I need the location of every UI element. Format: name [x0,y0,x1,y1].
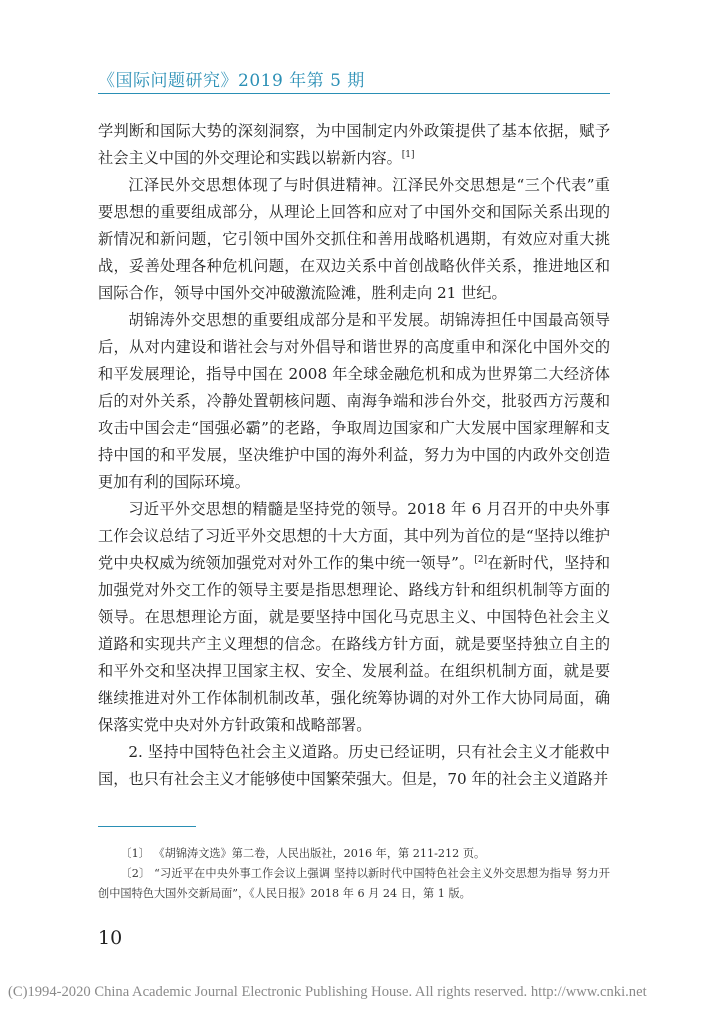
footnote-2: 〔2〕 “习近平在中央外事工作会议上强调 坚持以新时代中国特色社会主义外交思想为指导 努力开创中国特色大国外交新局面”，《人民日报》2018 年 6 月 24 日，第 1 版。 [98,867,610,900]
header-rule [98,93,610,94]
paragraph-3: 胡锦涛外交思想的重要组成部分是和平发展。胡锦涛担任中国最高领导后，从对内建设和谐社会与对外倡导和谐世界的高度重申和深化中国外交的和平发展理论，指导中国在 2008 年全球金融危机和成为世界第二大经济体后的对外关系，冷静处置朝核问题、南海争端和涉台外交，批驳西方污蔑和攻击中国会走“国强必霸”的老路，争取周边国家和广大发展中国家理解和支持中国的和平发展，坚决维护中国的海外利益，努力为中国的内政外交创造更加有利的国际环境。 [98,311,610,491]
paragraph-4 [98,496,610,739]
paragraph-5: 2. 坚持中国特色社会主义道路。历史已经证明，只有社会主义才能救中国，也只有社会主义才能够使中国繁荣强大。但是，70 年的社会主义道路并 [98,743,610,788]
footnote-rule [98,826,196,827]
footnote-ref-1[interactable]: [1] [401,149,415,160]
paragraph-4-text-b: 在新时代，坚持和加强党对外交工作的领导主要是指思想理论、路线方针和组织机制等方面的领导。在思想理论方面，就是要坚持中国化马克思主义、中国特色社会主义道路和实现共产主义理想的信念。在路线方针方面，就是要坚持独立自主的和平外交和坚决捍卫国家主权、安全、发展利益。在组织机制方面，就是要继续推进对外工作体制机制改革，强化统筹协调的对外工作大协同局面，确保落实党中央对外方针政策和战略部署。 [98,554,611,734]
page-number: 10 [98,927,123,949]
paragraph-2: 江泽民外交思想体现了与时俱进精神。江泽民外交思想是“三个代表”重要思想的重要组成部分，从理论上回答和应对了中国外交和国际关系出现的新情况和新问题，它引领中国外交抓住和善用战略机遇期，有效应对重大挑战，妥善处理各种危机问题，在双边关系中首创战略伙伴关系，推进地区和国际合作，领导中国外交冲破激流险滩，胜利走向 21 世纪。 [98,176,610,302]
journal-header: 《国际问题研究》2019 年第 5 期 [98,71,365,91]
footnote-1: 〔1〕 《胡锦涛文选》第二卷，人民出版社，2016 年，第 211-212 页。 [120,847,486,860]
footnote-ref-2[interactable]: [2] [474,554,488,565]
paragraph-1-text: 学判断和国际大势的深刻洞察，为中国制定内外政策提供了基本依据，赋予社会主义中国的外交理论和实践以崭新内容。 [98,122,610,167]
paragraph-4-text-a: 习近平外交思想的精髓是坚持党的领导。2018 年 6 月召开的中央外事工作会议总结了习近平外交思想的十大方面，其中列为首位的是“坚持以维护党中央权威为统领加强党对对外工作的集中统一领导”。 [98,500,610,572]
paragraph-1 [98,118,610,172]
article-body [98,118,610,793]
footnotes [98,844,610,904]
copyright-notice: (C)1994-2020 China Academic Journal Electronic Publishing House. All rights reserved. http://www.cnki.net [8,984,647,1000]
